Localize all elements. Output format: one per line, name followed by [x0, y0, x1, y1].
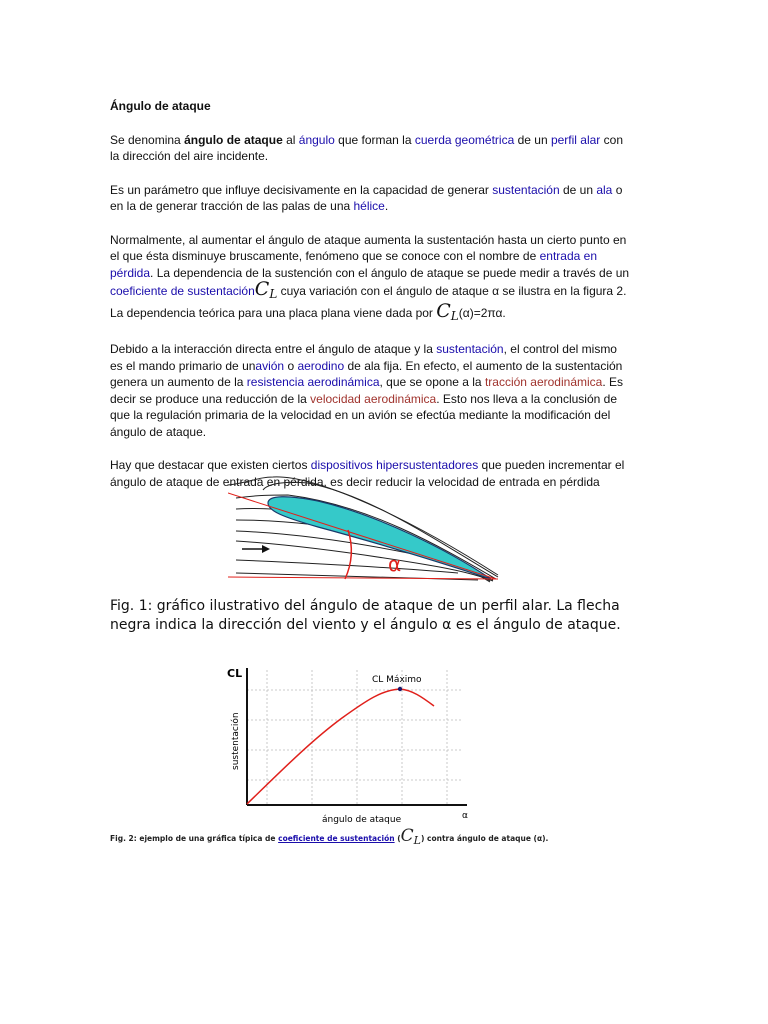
link-helice[interactable]: hélice	[353, 199, 385, 213]
text: de ala fija. En efecto, el aumento de la sustentación genera un aumento de la	[110, 358, 623, 389]
grid	[247, 670, 462, 805]
text: . Esto nos lleva a la conclusión de que la regulación primaria de la velocidad en un avión se efectúa mediante la modificación del ángulo de ataque.	[110, 391, 617, 439]
cl-symbol: $C_L$	[254, 278, 278, 301]
bold-term: ángulo de ataque	[184, 132, 283, 147]
link-sustentacion[interactable]: sustentación	[492, 182, 560, 197]
link-avion[interactable]: avión	[255, 358, 285, 373]
paragraph-stall	[110, 232, 630, 325]
link-coeficiente-de-sustentacion[interactable]: coeficiente de sustentación	[278, 834, 395, 843]
text: o en la de generar tracción de las palas de una	[110, 182, 623, 213]
text: Es un parámetro que influye decisivamente en la capacidad de generar	[110, 182, 493, 197]
text: cuya variación con el ángulo de ataque α se ilustra en la figura 2. La dependencia teórica para una placa plana viene dada por	[110, 284, 627, 320]
figure-2-caption	[110, 826, 670, 847]
alpha-label: α	[388, 552, 402, 576]
cl-chart	[222, 660, 482, 825]
text: que forman la	[334, 132, 415, 147]
text: (	[394, 834, 401, 843]
text: de un	[559, 182, 597, 197]
link-cuerda-geometrica[interactable]: cuerda geométrica	[414, 132, 515, 147]
link-traccion-aerodinamica[interactable]: tracción aerodinámica	[484, 375, 603, 389]
cl-symbol: $C_L$	[436, 299, 459, 323]
text: Fig. 2: ejemplo de una gráfica típica de	[110, 834, 279, 843]
link-aerodino[interactable]: aerodino	[297, 358, 345, 373]
cl-symbol: $C_L$	[400, 826, 421, 847]
formula-text: (α)=2πα.	[458, 305, 506, 320]
text: o	[284, 358, 298, 373]
text: Normalmente, al aumentar el ángulo de ataque aumenta la sustentación hasta un cierto punto en el que ésta disminuye bruscamente, fenómeno que se conoce con el nombre de	[110, 232, 627, 263]
text: .	[384, 199, 389, 213]
paragraph-definition	[110, 132, 630, 165]
angle-arc	[345, 530, 351, 579]
figure-1-caption: Fig. 1: gráfico ilustrativo del ángulo de ataque de un perfil alar. La flecha negra indica la dirección del viento y el ángulo α es el ángulo de ataque.	[110, 598, 621, 633]
cl-max-point	[398, 687, 402, 691]
airfoil-figure	[228, 465, 513, 585]
text: . La dependencia de la sustención con el ángulo de ataque se puede medir a través de un	[150, 265, 630, 280]
article	[110, 98, 630, 507]
cl-curve	[247, 689, 434, 804]
text: que pueden incrementar el ángulo de ataque de entrada en pérdida, es decir reducir la velocidad de entrada en pérdida	[110, 458, 625, 489]
link-sustentacion[interactable]: sustentación	[436, 342, 504, 356]
y-axis-title: sustentación	[231, 712, 241, 770]
text: Hay que destacar que existen ciertos	[110, 458, 311, 472]
wind-line	[228, 577, 498, 579]
text: Se denomina	[110, 132, 185, 147]
link-angulo[interactable]: ángulo	[298, 132, 335, 147]
text: al	[282, 132, 299, 147]
paragraph-parameter	[110, 182, 630, 215]
paragraph-control	[110, 341, 630, 440]
text: Debido a la interacción directa entre el ángulo de ataque y la	[110, 342, 437, 356]
link-coeficiente-de-sustentacion[interactable]: coeficiente de sustentación	[110, 284, 255, 298]
arrow-head-icon	[262, 545, 270, 553]
link-entrada-en-perdida[interactable]: entrada en pérdida	[110, 249, 597, 280]
text: de un	[514, 132, 551, 147]
link-dispositivos-hipersustentadores[interactable]: dispositivos hipersustentadores	[310, 458, 479, 472]
text: ) contra ángulo de ataque (α).	[420, 834, 549, 843]
link-velocidad-aerodinamica[interactable]: velocidad aerodinámica	[310, 391, 437, 406]
link-perfil-alar[interactable]: perfil alar	[550, 132, 601, 147]
text: , que se opone a la	[379, 375, 485, 389]
x-axis-unit: α	[462, 811, 468, 821]
link-resistencia-aerodinamica[interactable]: resistencia aerodinámica	[246, 375, 380, 389]
text: , el control del mismo es el mando primario de un	[110, 342, 617, 373]
cl-axis-label: CL	[227, 667, 243, 680]
text: con la dirección del aire incidente.	[110, 132, 623, 163]
cl-max-label: CL Máximo	[372, 675, 422, 685]
x-axis-title: ángulo de ataque	[322, 815, 402, 825]
page-title: Ángulo de ataque	[110, 99, 211, 113]
text: . Es decir se produce una reducción de la	[110, 375, 624, 406]
link-ala[interactable]: ala	[596, 182, 613, 197]
